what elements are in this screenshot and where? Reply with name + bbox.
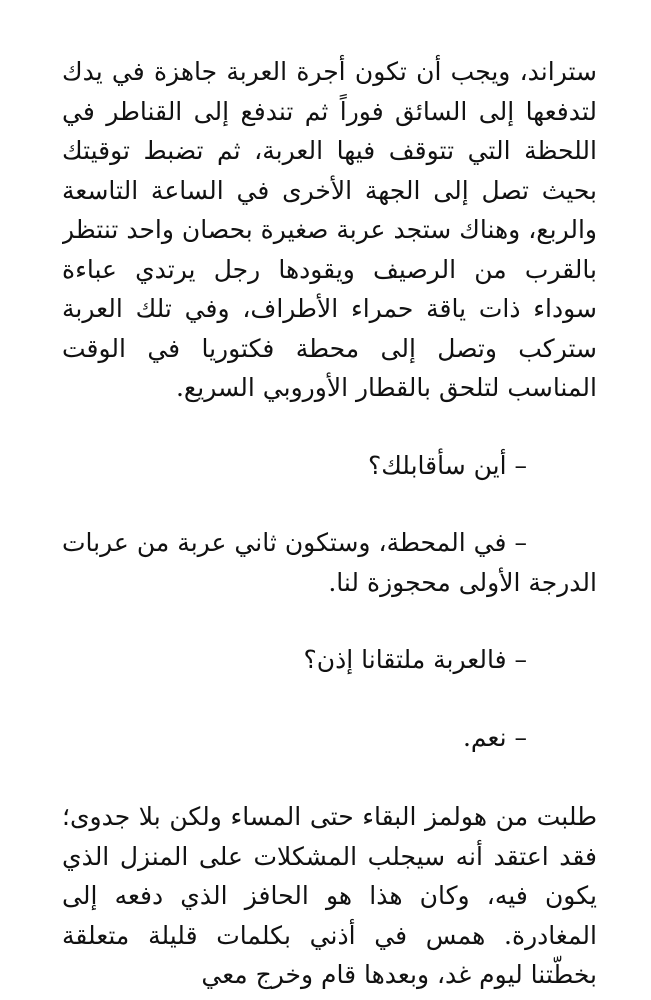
- book-page: [62, 52, 597, 1000]
- spacer: [62, 757, 597, 797]
- spacer: [62, 408, 597, 446]
- dialogue-line-where-meet: – أين سأقابلك؟: [367, 450, 527, 480]
- paragraph-holmes-departure: طلبت من هولمز البقاء حتى المساء ولكن بلا جدوى؛ فقد اعتقد أنه سيجلب المشكلات على المنزل الذي يكون فيه، وكان هذا هو الحافز الذي دفعه إلى المغادرة. همس في أذني بكلمات قليلة متعلقة بخطّتنا ليوم غد، وبعدها قام وخرج معي: [62, 802, 597, 989]
- paragraph-instructions: ستراند، ويجب أن تكون أجرة العربة جاهزة في يدك لتدفعها إلى السائق فوراً ثم تندفع إلى القناطر في اللحظة التي تتوقف فيها العربة، ثم تضبط توقيتك بحيث تصل إلى الجهة الأخرى في الساعة التاسعة والربع، وهناك ستجد عربة صغيرة بحصان واحد تنتظر بالقرب من الرصيف ويقودها رجل يرتدي عباءة سوداء ذات ياقة حمراء الأطراف، وفي تلك العربة ستركب وتصل إلى محطة فكتوريا في الوقت المناسب لتلحق بالقطار الأوروبي السريع.: [62, 57, 597, 402]
- dialogue-line-carriage: – فالعربة ملتقانا إذن؟: [303, 645, 527, 674]
- dialogue-line-station: – في المحطة، وستكون ثاني عربة من عربات الدرجة الأولى محجوزة لنا.: [62, 528, 597, 597]
- dialogue-line-yes: – نعم.: [462, 722, 527, 752]
- spacer: [62, 602, 597, 640]
- spacer: [62, 680, 597, 718]
- spacer: [62, 485, 597, 523]
